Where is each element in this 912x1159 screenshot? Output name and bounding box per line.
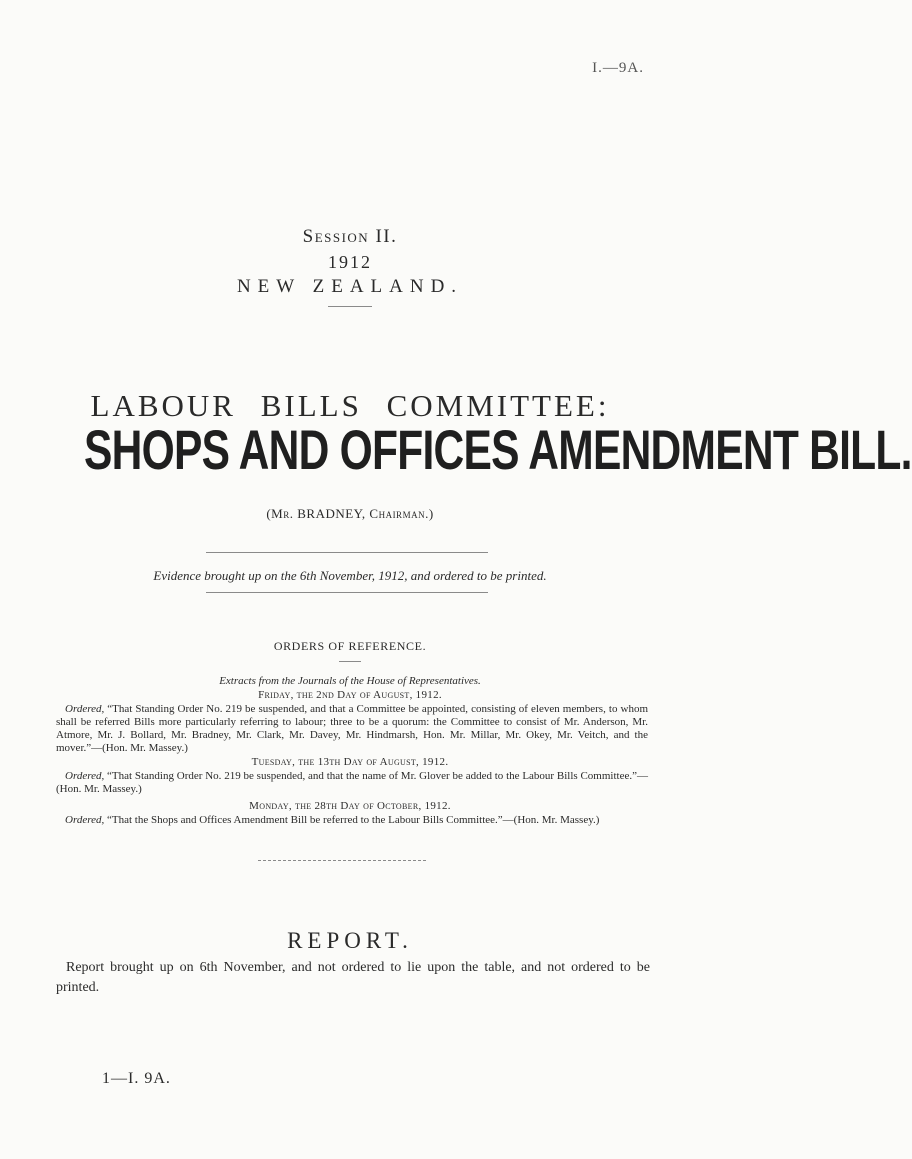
order-date: Friday, the 2nd Day of August, 1912. [258, 689, 442, 701]
evidence-rule-bottom [206, 592, 488, 593]
order-text: “That Standing Order No. 219 be suspended, and that a Committee be appointed, consisting of eleven members, to whom shall be referred Bills more particularly referring to labour; three to be a quorum: the Committee to consist of Mr. Anderson, Mr. Atmore, Mr. J. Bollard, Mr. Bradney, Mr. Clark, Mr. Davey, Mr. Hindmarsh, Hon. Mr. Millar, Mr. Okey, Mr. Veitch, and the mover.”—(Hon. Mr. Massey.) [56, 703, 649, 754]
footer-signature: 1—I. 9A. [102, 1070, 171, 1087]
orders-heading: ORDERS OF REFERENCE. [273, 639, 427, 653]
order-text: “That the Shops and Offices Amendment Bill be referred to the Labour Bills Committee.”—(Hon. Mr. Massey.) [106, 814, 600, 826]
report-text: Report brought up on 6th November, and not ordered to lie upon the table, and not ordered to be printed. [56, 960, 650, 995]
order-text: “That Standing Order No. 219 be suspended, and that the name of Mr. Glover be added to the Labour Bills Committee.”—(Hon. Mr. Massey.) [56, 770, 648, 795]
report-heading: REPORT. [287, 928, 413, 953]
extracts-line: Extracts from the Journals of the House of Representatives. [219, 675, 481, 687]
session-label: Session II. [302, 226, 398, 247]
order-date: Monday, the 28th Day of October, 1912. [249, 800, 451, 812]
section-divider [258, 860, 426, 861]
year-label: 1912 [328, 252, 372, 272]
committee-title: LABOUR BILLS COMMITTEE: [90, 388, 610, 423]
country-label: NEW ZEALAND. [236, 276, 464, 297]
order-paragraph [56, 770, 648, 796]
evidence-note: Evidence brought up on the 6th November, 1912, and ordered to be printed. [153, 568, 547, 583]
order-paragraph [56, 703, 648, 755]
evidence-rule-top [206, 552, 488, 553]
ordered-label: Ordered, [65, 703, 105, 715]
order-date: Tuesday, the 13th Day of August, 1912. [251, 756, 449, 768]
chairman-line: (Mr. BRADNEY, Chairman.) [266, 506, 434, 521]
ordered-label: Ordered, [65, 770, 105, 782]
bill-title: SHOPS AND OFFICES AMENDMENT BILL. [84, 418, 912, 481]
masthead-rule [328, 306, 372, 307]
ordered-label: Ordered, [65, 814, 105, 826]
orders-rule [339, 661, 361, 662]
page-reference: I.—9A. [592, 60, 644, 76]
order-paragraph [56, 814, 648, 827]
